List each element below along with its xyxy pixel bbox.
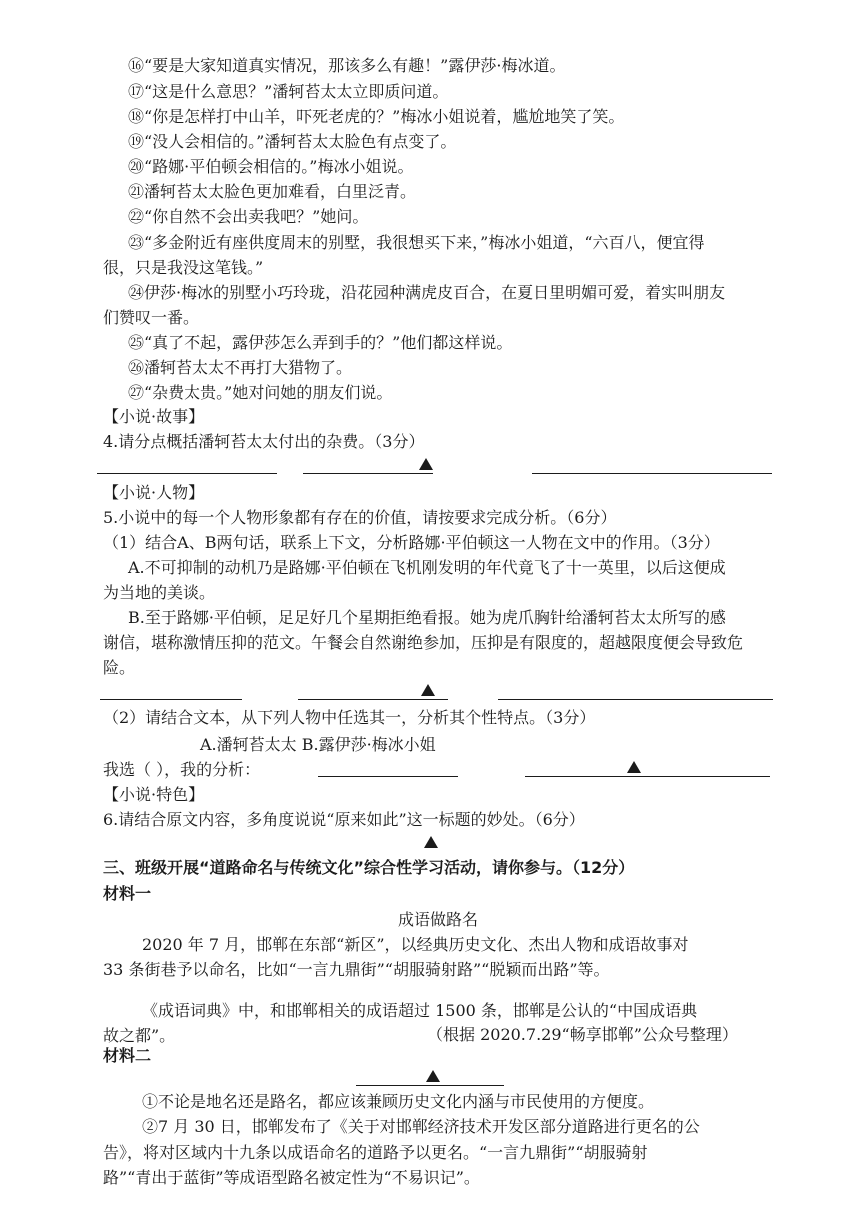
section-heading-story: 【小说·故事】 <box>103 407 205 426</box>
triangle-marker-icon <box>627 761 641 773</box>
material-two-item2-line2: 告》，将对区域内十九条以成语命名的道路予以更名。“一言九鼎街”“胡服骑射 <box>103 1143 648 1162</box>
question-6: 6.请结合原文内容，多角度说说“原来如此”这一标题的妙处。（6分） <box>103 810 585 829</box>
para-23-line1: ㉓“多金附近有座供度周末的别墅，我很想买下来，”梅冰小姐道，“六百八，便宜得 <box>128 233 705 252</box>
section-heading-character: 【小说·人物】 <box>103 483 205 502</box>
triangle-marker-icon <box>426 1070 440 1082</box>
para-24-line2: 们赞叹一番。 <box>103 308 200 327</box>
material-one-para1-line1: 2020 年 7 月，邯郸在东部“新区”，以经典历史文化、杰出人物和成语故事对 <box>142 935 689 954</box>
para-17: ⑰“这是什么意思？”潘轲苔太太立即质问道。 <box>128 82 449 101</box>
sentence-b-line2: 谢信，堪称激情压抑的范文。午餐会自然谢绝参加，压抑是有限度的，超越限度便会导致危 <box>103 633 744 652</box>
para-21: ㉑潘轲苔太太脸色更加难看，白里泛青。 <box>128 182 417 201</box>
character-options: A.潘轲苔太太 B.露伊莎·梅冰小姐 <box>200 735 436 754</box>
sentence-b-line1: B.至于路娜·平伯顿，足足好几个星期拒绝看报。她为虎爪胸针给潘轲苔太太所写的感 <box>128 608 726 627</box>
material-one-label: 材料一 <box>103 884 152 903</box>
question-5-2: （2）请结合文本，从下列人物中任选其一，分析其个性特点。（3分） <box>103 708 596 727</box>
para-22: ㉒“你自然不会出卖我吧？”她问。 <box>128 207 369 226</box>
triangle-marker-icon <box>421 684 435 696</box>
question-5: 5.小说中的每一个人物形象都有存在的价值，请按要求完成分析。（6分） <box>103 508 617 527</box>
para-23-line2: 很，只是我没这笔钱。” <box>103 258 264 277</box>
sentence-a-line1: A.不可抑制的动机乃是路娜·平伯顿在飞机刚发明的年代竟飞了十一英里，以后这便成 <box>128 558 726 577</box>
para-24-line1: ㉔伊莎·梅冰的别墅小巧玲珑，沿花园种满虎皮百合，在夏日里明媚可爱，着实叫朋友 <box>128 283 726 302</box>
para-19: ⑲“没人会相信的。”潘轲苔太太脸色有点变了。 <box>128 132 457 151</box>
para-27: ㉗“杂费太贵。”她对问她的朋友们说。 <box>128 383 393 402</box>
section-heading-feature: 【小说·特色】 <box>103 785 205 804</box>
sentence-b-line3: 险。 <box>103 658 136 677</box>
material-one-para2-line2: 故之都”。 <box>103 1026 176 1045</box>
triangle-marker-icon <box>424 836 438 848</box>
material-two-label: 材料二 <box>103 1046 152 1065</box>
para-25: ㉕“真了不起，露伊莎怎么弄到手的？”他们都这样说。 <box>128 333 513 352</box>
para-18: ⑱“你是怎样打中山羊，吓死老虎的？”梅冰小姐说着，尴尬地笑了笑。 <box>128 107 625 126</box>
material-one-para1-line2: 33 条街巷予以命名，比如“一言九鼎街”“胡服骑射路”“脱颖而出路”等。 <box>103 960 610 979</box>
material-two-item1: ①不论是地名还是路名，都应该兼顾历史文化内涵与市民使用的方便度。 <box>142 1092 655 1111</box>
material-one-title: 成语做路名 <box>398 910 479 929</box>
sentence-a-line2: 为当地的美谈。 <box>103 583 216 602</box>
material-one-para2-line1: 《成语词典》中，和邯郸相关的成语超过 1500 条，邯郸是公认的“中国成语典 <box>142 1001 698 1020</box>
material-one-source: （根据 2020.7.29“畅享邯郸”公众号整理） <box>427 1025 738 1044</box>
para-26: ㉖潘轲苔太太不再打大猎物了。 <box>128 358 353 377</box>
material-two-item2-line1: ②7 月 30 日，邯郸发布了《关于对邯郸经济技术开发区部分道路进行更名的公 <box>142 1117 700 1136</box>
triangle-marker-icon <box>419 458 433 470</box>
question-5-1: （1）结合A、B两句话，联系上下文，分析路娜·平伯顿这一人物在文中的作用。（3分） <box>103 533 720 552</box>
choice-prompt: 我选（ ），我的分析： <box>103 760 261 779</box>
question-4: 4.请分点概括潘轲苔太太付出的杂费。（3分） <box>103 432 425 451</box>
part-three-heading: 三、班级开展“道路命名与传统文化”综合性学习活动，请你参与。（12分） <box>103 858 635 877</box>
para-16: ⑯“要是大家知道真实情况，那该多么有趣！”露伊莎·梅冰道。 <box>128 56 566 75</box>
para-20: ⑳“路娜·平伯顿会相信的。”梅冰小姐说。 <box>128 157 414 176</box>
material-two-item2-line3: 路”“青出于蓝街”等成语型路名被定性为“不易识记”。 <box>103 1168 480 1187</box>
